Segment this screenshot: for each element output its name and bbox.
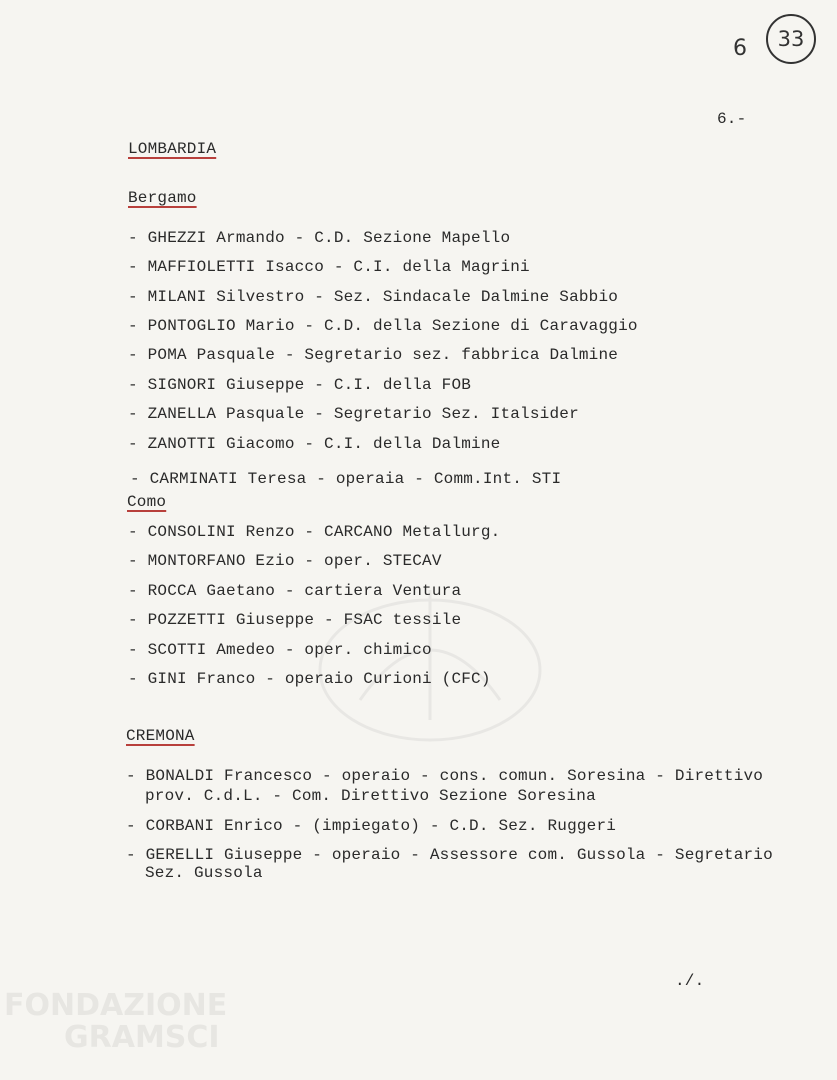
section-heading-cremona: CREMONA: [126, 727, 195, 745]
list-item: - ZANOTTI Giacomo - C.I. della Dalmine: [128, 435, 501, 453]
list-item: - MONTORFANO Ezio - oper. STECAV: [128, 552, 442, 570]
list-item: - SIGNORI Giuseppe - C.I. della FOB: [128, 376, 472, 394]
list-item: - POMA Pasquale - Segretario sez. fabbrica Dalmine: [128, 346, 619, 364]
list-item: - MILANI Silvestro - Sez. Sindacale Dalmine Sabbio: [128, 288, 619, 306]
list-item: - GERELLI Giuseppe - operaio - Assessore com. Gussola - Segretario: [126, 846, 773, 864]
list-item: - MAFFIOLETTI Isacco - C.I. della Magrini: [128, 258, 530, 276]
section-heading-como: Como: [127, 493, 167, 511]
continuation-mark: ./.: [675, 972, 705, 990]
list-item-continuation: prov. C.d.L. - Com. Direttivo Sezione Soresina: [145, 787, 596, 805]
handwritten-page-number: 6: [733, 36, 747, 61]
region-heading: LOMBARDIA: [128, 140, 217, 158]
section-heading-bergamo: Bergamo: [128, 189, 197, 207]
list-item: - GINI Franco - operaio Curioni (CFC): [128, 670, 491, 688]
list-item: - CONSOLINI Renzo - CARCANO Metallurg.: [128, 523, 501, 541]
list-item: - ROCCA Gaetano - cartiera Ventura: [128, 582, 462, 600]
list-item: - PONTOGLIO Mario - C.D. della Sezione di Caravaggio: [128, 317, 638, 335]
list-item: - GHEZZI Armando - C.D. Sezione Mapello: [128, 229, 511, 247]
list-item: - CORBANI Enrico - (impiegato) - C.D. Sez. Ruggeri: [126, 817, 617, 835]
list-item: - SCOTTI Amedeo - oper. chimico: [128, 641, 432, 659]
archive-watermark: FONDAZIONE GRAMSCI: [4, 988, 228, 1055]
circled-folio-number: 33: [766, 14, 816, 64]
list-item-continuation: Sez. Gussola: [145, 864, 263, 882]
list-item: - ZANELLA Pasquale - Segretario Sez. Italsider: [128, 405, 579, 423]
list-item: - BONALDI Francesco - operaio - cons. comun. Soresina - Direttivo: [126, 767, 764, 785]
list-item: - CARMINATI Teresa - operaia - Comm.Int. STI: [130, 470, 562, 488]
typed-page-number: 6.-: [717, 110, 747, 128]
list-item: - POZZETTI Giuseppe - FSAC tessile: [128, 611, 462, 629]
